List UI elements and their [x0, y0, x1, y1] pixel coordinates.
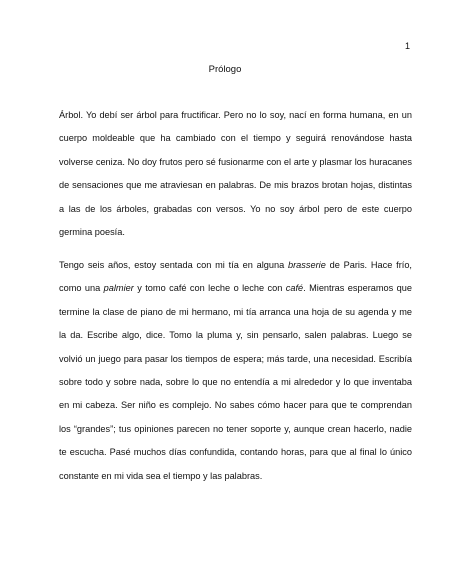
- italic-word-cafe: café: [285, 283, 304, 294]
- paragraph-2-text: de Paris. Hace frío, como una: [59, 260, 412, 294]
- paragraph-2-text: Tengo seis años, estoy sentada con mi tía en alguna: [59, 260, 289, 270]
- paragraph-2-text: y tomo café con leche o leche con: [133, 283, 286, 294]
- page-number: 1: [404, 41, 410, 51]
- chapter-title: Prólogo: [208, 64, 242, 75]
- italic-word-brasserie: brasserie: [288, 260, 326, 270]
- paragraph-2: [59, 254, 412, 488]
- paragraph-1: [59, 104, 412, 244]
- paragraph-2-text: . Mientras esperamos que termine la clase de piano de mi hermano, mi tía arranca una hoja de su agenda y me la da. Escribe algo, dice. Tomo la pluma y, sin pensarlo, salen palabras. Luego se volvió un juego para pasar los tiempos de espera; más tarde, una necesidad. Escribía sobre todo y sobre nada, sobre lo que no entendía a mi alrededor y lo que inventaba en mi cabeza. Ser niño es complejo. No sabes cómo hacer para que te comprendan los “grandes”; tus opiniones parecen no tener soporte y, aunque crean hacerlo, nadie te escucha. Pasé muchos días confundida, contando horas, para que al final lo único constante en mi vida sea el tiempo y las palabras.: [59, 283, 413, 481]
- paragraph-1-text: Árbol. Yo debí ser árbol para fructificar. Pero no lo soy, nací en forma humana, en un cuerpo moldeable que ha cambiado con el tiempo y seguirá renovándose hasta volverse ceniza. No doy frutos pero sé fusionarme con el arte y plasmar los huracanes de sensaciones que me atraviesan en palabras. De mis brazos brotan hojas, distintas a las de los árboles, grabadas con versos. Yo no soy árbol pero de este cuerpo germina poesía.: [59, 110, 412, 238]
- italic-word-palmier: palmier: [103, 283, 134, 294]
